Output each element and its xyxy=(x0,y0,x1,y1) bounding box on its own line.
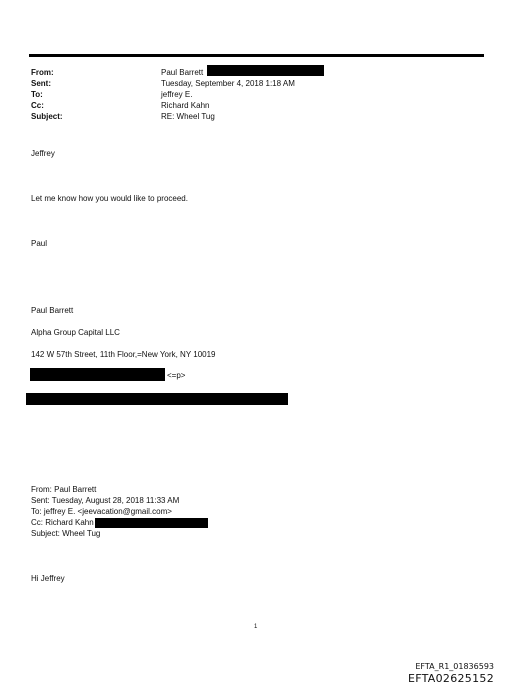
fwd-from: From: Paul Barrett xyxy=(31,485,97,494)
from-label: From: xyxy=(31,68,54,77)
subject-value: RE: Wheel Tug xyxy=(161,112,215,121)
signature-name: Paul Barrett xyxy=(31,306,74,315)
redaction-signature-contact xyxy=(30,368,165,381)
signature-tag: <=p> xyxy=(167,371,186,380)
header-divider xyxy=(29,54,484,57)
subject-label: Subject: xyxy=(31,112,63,121)
efta-stamp-1: EFTA_R1_01836593 xyxy=(415,662,494,671)
to-label: To: xyxy=(31,90,43,99)
fwd-sent: Sent: Tuesday, August 28, 2018 11:33 AM xyxy=(31,496,180,505)
fwd-greeting: Hi Jeffrey xyxy=(31,574,65,583)
efta-stamp-2: EFTA02625152 xyxy=(407,672,494,685)
redaction-fwd-cc xyxy=(95,518,208,528)
cc-label: Cc: xyxy=(31,101,44,110)
to-row xyxy=(31,89,471,100)
sent-label: Sent: xyxy=(31,79,51,88)
sent-value: Tuesday, September 4, 2018 1:18 AM xyxy=(161,79,295,88)
signature-company: Alpha Group Capital LLC xyxy=(31,328,120,337)
from-value: Paul Barrett xyxy=(161,68,204,77)
cc-value: Richard Kahn xyxy=(161,101,210,110)
greeting: Jeffrey xyxy=(31,149,55,158)
subject-row xyxy=(31,111,471,122)
sent-row xyxy=(31,78,471,89)
message: Let me know how you would like to proceed. xyxy=(31,194,188,203)
fwd-to: To: jeffrey E. <jeevacation@gmail.com> xyxy=(31,507,172,516)
redaction-from xyxy=(207,65,324,76)
signoff: Paul xyxy=(31,239,48,248)
redaction-signature-line xyxy=(26,393,288,405)
cc-row xyxy=(31,100,471,111)
fwd-subject: Subject: Wheel Tug xyxy=(31,529,101,538)
fwd-cc: Cc: Richard Kahn xyxy=(31,518,94,527)
signature-address: 142 W 57th Street, 11th Floor,=New York, NY 10019 xyxy=(31,350,216,359)
page-number: 1 xyxy=(254,624,258,630)
to-value: jeffrey E. xyxy=(161,90,193,99)
